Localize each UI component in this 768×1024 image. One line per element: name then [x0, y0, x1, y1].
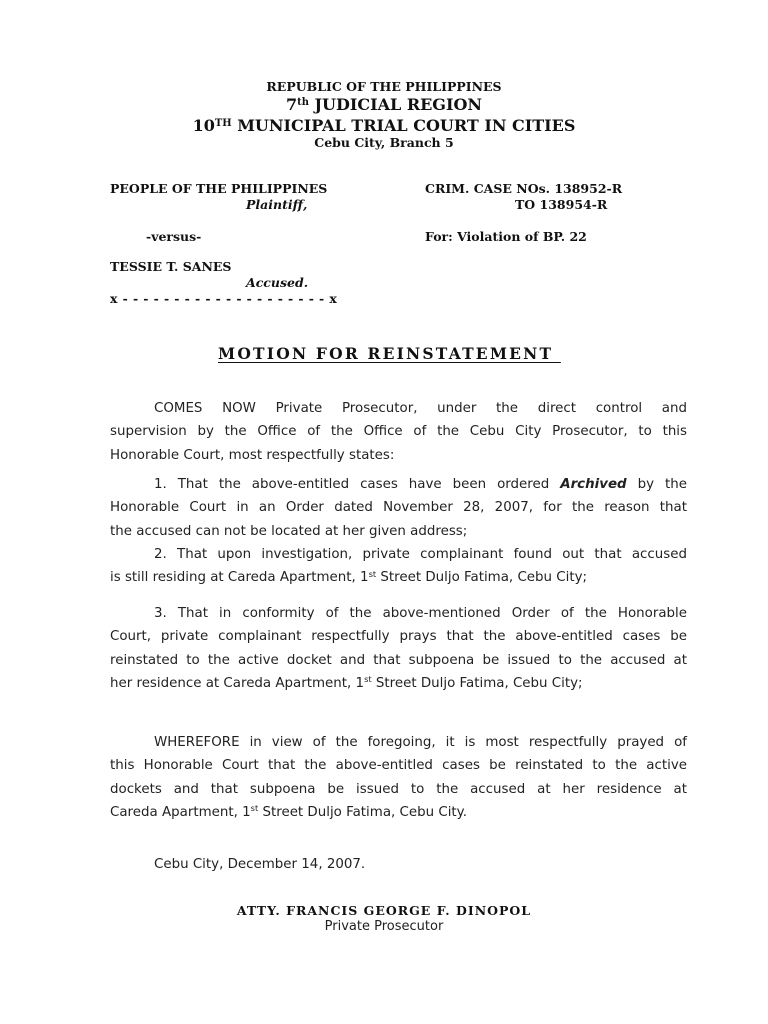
intro-line: supervision by the Office of the Office of the Cebu City Prosecutor, to this [110, 424, 687, 440]
archived-term: Archived [560, 477, 627, 492]
plaintiff-name: PEOPLE OF THE PHILIPPINES [110, 181, 328, 196]
region-ordinal: th [297, 96, 309, 108]
paragraph-1-line: 1. That the above-entitled cases have been ordered Archived by the [154, 477, 687, 492]
motion-title: MOTION FOR REINSTATEMENT [218, 344, 561, 363]
paragraph-1-line: the accused can not be located at her given address; [110, 523, 468, 539]
wherefore-line: this Honorable Court that the above-entitled cases be reinstated to the active [110, 758, 687, 774]
wherefore-paragraph [110, 731, 687, 825]
signatory-name: ATTY. FRANCIS GEORGE F. DINOPOL [236, 903, 532, 918]
accused-name: TESSIE T. SANES [110, 259, 232, 274]
branch-heading: Cebu City, Branch 5 [314, 135, 454, 150]
court-ordinal: TH [214, 117, 232, 129]
plaintiff-role: Plaintiff, [246, 197, 308, 212]
case-numbers-range: TO 138954-R [515, 197, 608, 212]
paragraph-1-line: Honorable Court in an Order dated November 28, 2007, for the reason that [110, 500, 687, 516]
paragraph-3-line: reinstated to the active docket and that subpoena be issued to the accused at [110, 652, 687, 668]
case-numbers: CRIM. CASE NOs. 138952-R [425, 181, 623, 196]
court-number: 10 [192, 116, 215, 135]
region-number: 7 [285, 95, 298, 114]
signatory-role: Private Prosecutor [324, 919, 444, 934]
caption-divider: x - - - - - - - - - - - - - - - - - - - - x [110, 291, 338, 306]
judicial-region-heading [0, 95, 768, 114]
paragraph-3-line: Court, private complainant respectfully prays that the above-entitled cases be [110, 629, 687, 645]
versus-label: -versus- [146, 229, 202, 244]
wherefore-line: WHEREFORE in view of the foregoing, it is most respectfully prayed of [154, 735, 687, 750]
intro-line: Honorable Court, most respectfully states: [110, 447, 395, 463]
republic-heading: REPUBLIC OF THE PHILIPPINES [266, 79, 502, 94]
accused-role: Accused. [246, 275, 309, 290]
intro-line: COMES NOW Private Prosecutor, under the direct control and [154, 401, 687, 416]
intro-paragraph [110, 397, 687, 467]
paragraph-2 [110, 543, 687, 591]
region-label: JUDICIAL REGION [308, 95, 483, 114]
signature-block [0, 903, 768, 934]
court-heading [0, 116, 768, 135]
wherefore-line: Careda Apartment, 1st Street Duljo Fatima, Cebu City. [110, 803, 467, 820]
dateline-text: Cebu City, December 14, 2007. [154, 857, 366, 872]
paragraph-3-line: her residence at Careda Apartment, 1st Street Duljo Fatima, Cebu City; [110, 674, 583, 691]
paragraph-2-line: is still residing at Careda Apartment, 1st Street Duljo Fatima, Cebu City; [110, 568, 588, 586]
paragraph-1 [110, 473, 687, 543]
wherefore-line: dockets and that subpoena be issued to the accused at her residence at [110, 781, 687, 797]
paragraph-2-line: 2. That upon investigation, private complainant found out that accused [154, 547, 687, 562]
court-label: MUNICIPAL TRIAL COURT IN CITIES [231, 116, 576, 135]
dateline [110, 853, 687, 876]
paragraph-3 [110, 602, 687, 696]
violation-label: For: Violation of BP. 22 [425, 229, 587, 244]
paragraph-3-line: 3. That in conformity of the above-mentioned Order of the Honorable [154, 606, 687, 621]
